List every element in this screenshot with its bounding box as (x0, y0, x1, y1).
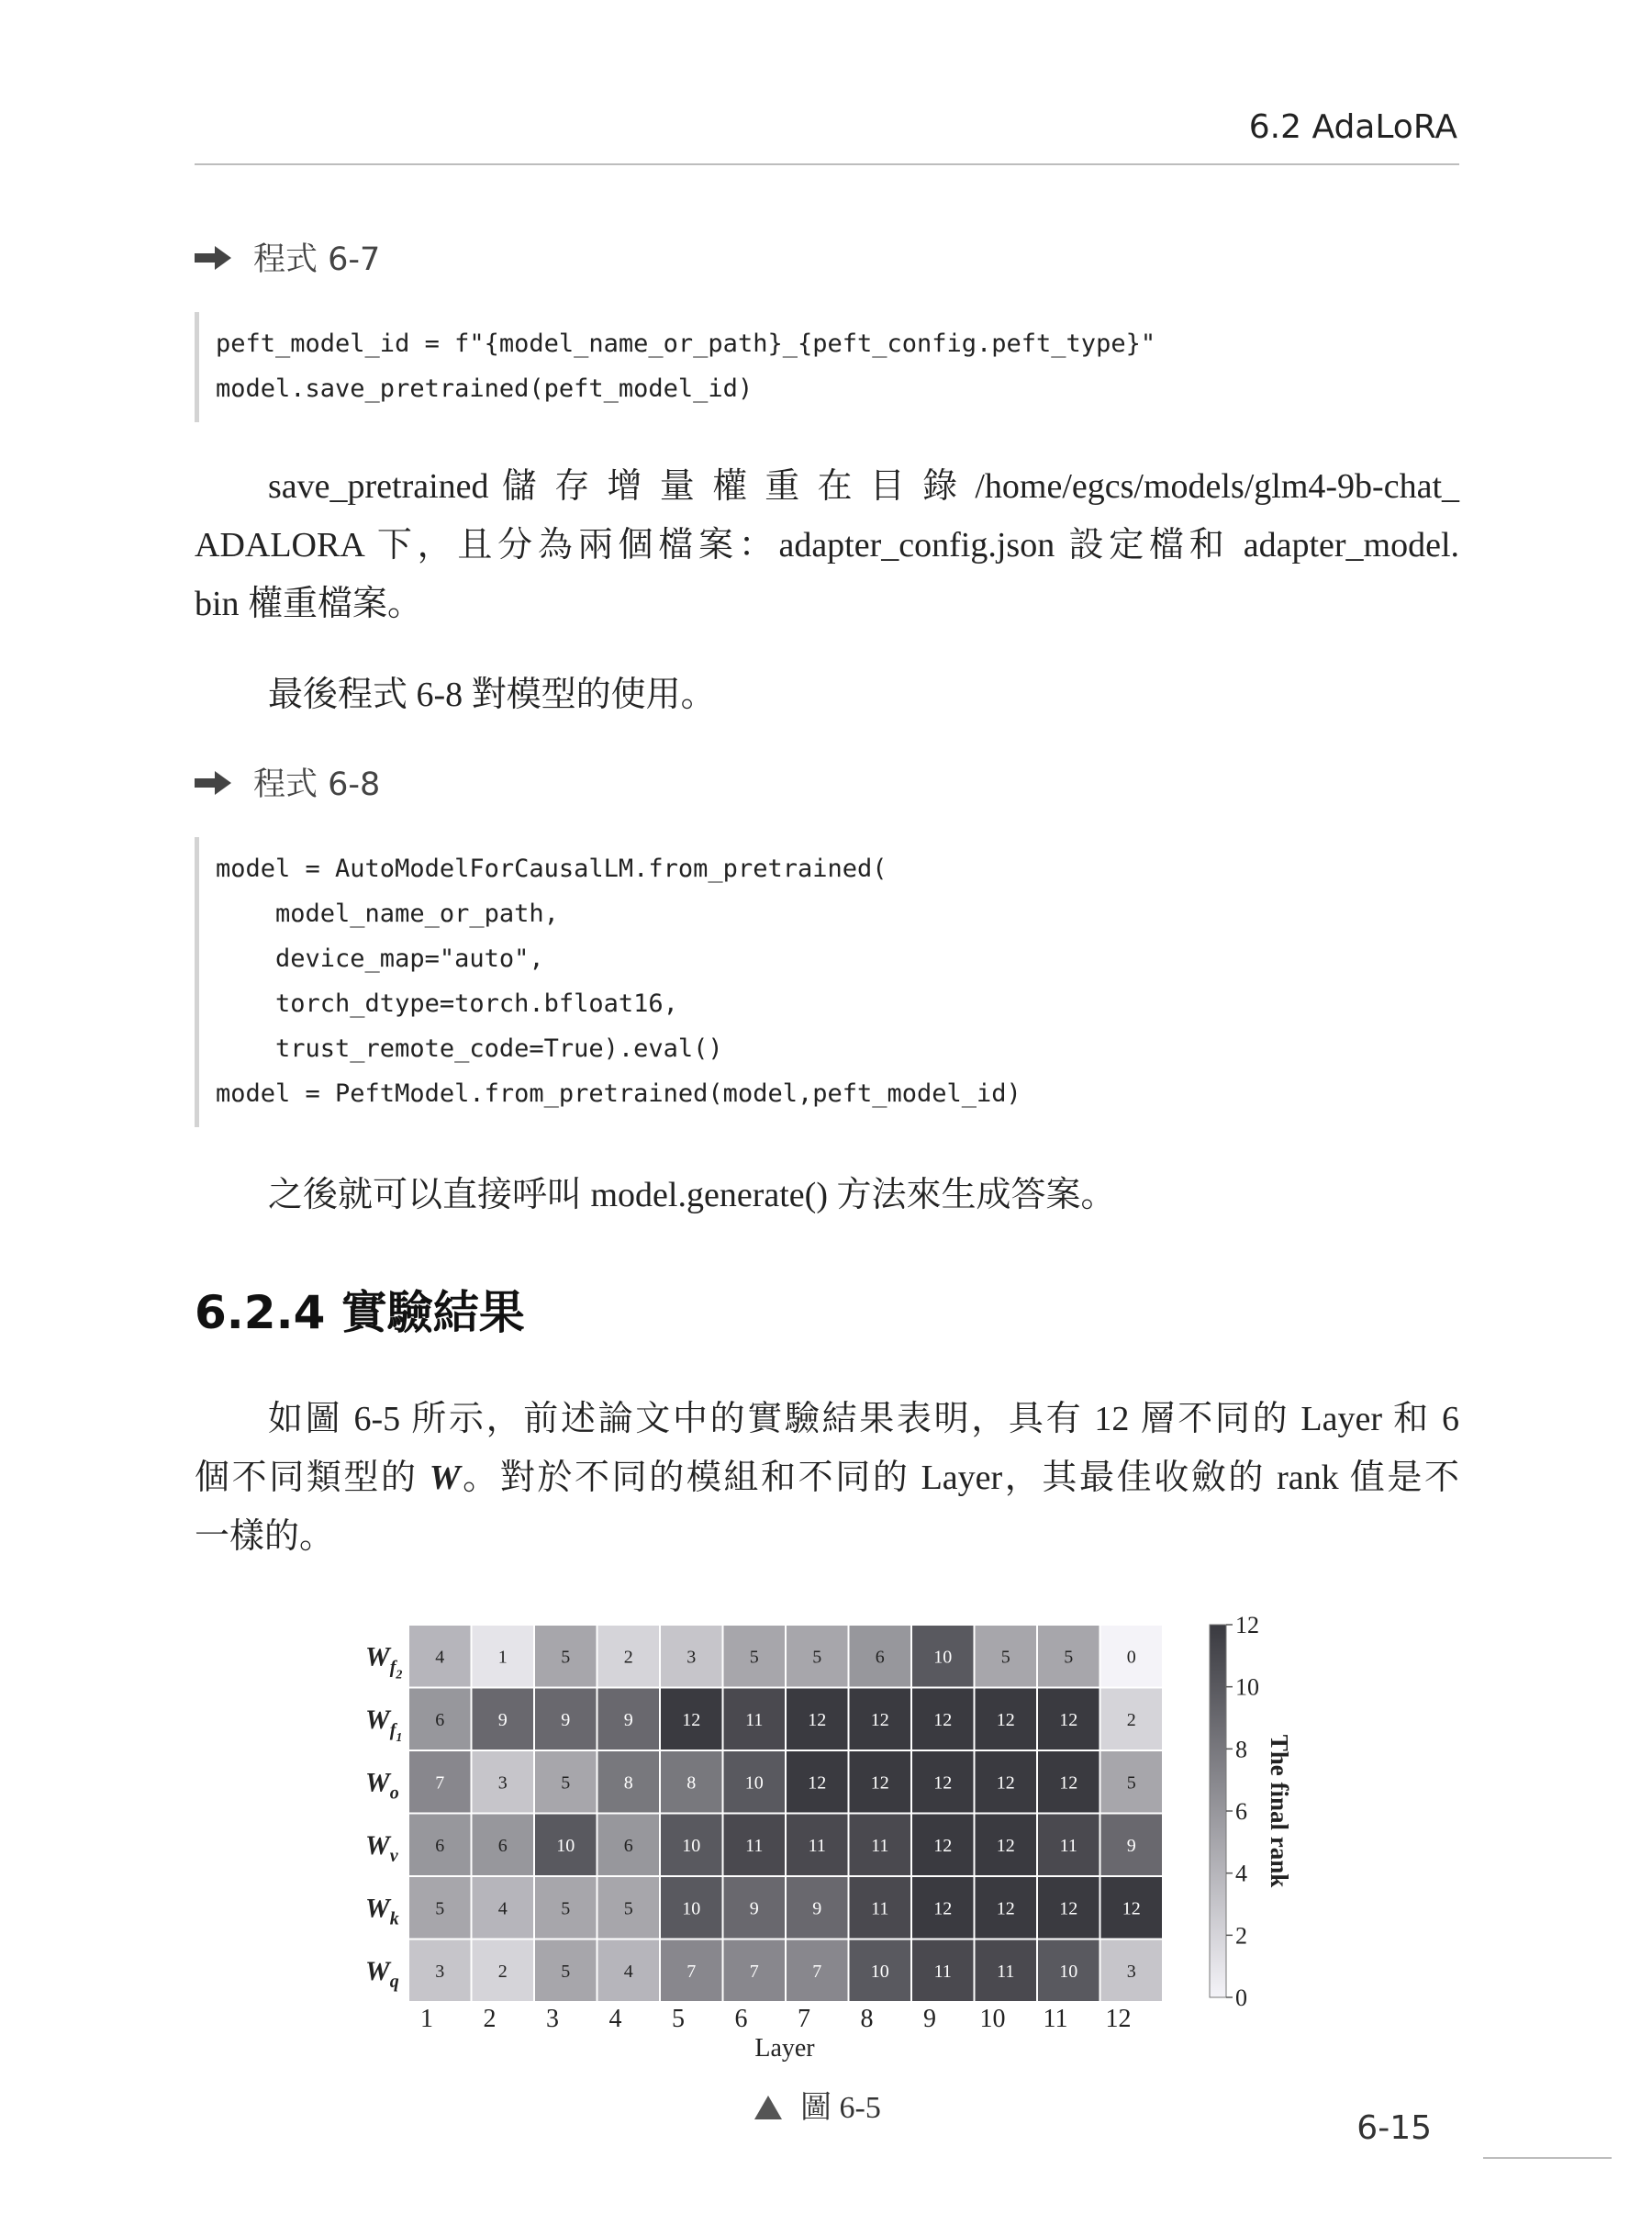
cell-value-label: 1 (497, 1647, 508, 1668)
cell-value-label: 12 (933, 1898, 953, 1919)
cell-value-label: 12 (996, 1772, 1015, 1794)
cell-value-label: 9 (812, 1898, 822, 1919)
code-line: device_map="auto", (216, 945, 544, 973)
column-tick-label: 2 (483, 2005, 497, 2033)
colorbar-tick-label: 0 (1235, 1984, 1247, 2011)
column-tick-label: 10 (979, 2005, 1006, 2033)
cell-value-label: 3 (497, 1772, 508, 1794)
cell-value-label: 6 (435, 1835, 445, 1856)
paragraph-line (195, 1448, 1459, 1507)
cell-value-label: 5 (435, 1898, 445, 1919)
code-line: model = AutoModelForCausalLM.from_pretrained( (216, 855, 887, 883)
cell-value-label: 2 (1126, 1709, 1136, 1730)
cell-value-label: 4 (623, 1961, 633, 1982)
cell-value-label: 7 (749, 1961, 759, 1982)
math-symbol-w: W (429, 1459, 461, 1497)
cell-value-label: 5 (1064, 1647, 1074, 1668)
colorbar-tick-label: 6 (1235, 1798, 1247, 1825)
column-tick-label: 9 (923, 2005, 936, 2033)
column-tick-label: 1 (420, 2005, 433, 2033)
cell-value-label: 7 (435, 1772, 445, 1794)
cell-value-label: 7 (812, 1961, 822, 1982)
cell-value-label: 4 (497, 1898, 508, 1919)
cell-value-label: 12 (933, 1835, 953, 1856)
cell-value-label: 9 (561, 1709, 571, 1730)
paragraph-line: save_pretrained 儲 存 增 量 權 重 在 目 錄 /home/egcs/models/glm4-9b-chat_ (268, 467, 1459, 506)
colorbar-tick-label: 12 (1235, 1612, 1259, 1638)
cell-value-label: 12 (933, 1772, 953, 1794)
cell-value-label: 11 (933, 1961, 952, 1982)
colorbar-tick-label: 10 (1235, 1673, 1259, 1701)
cell-value-label: 12 (870, 1709, 889, 1730)
colorbar-tick-label: 8 (1235, 1736, 1247, 1763)
cell-value-label: 12 (808, 1772, 827, 1794)
cell-value-label: 6 (875, 1647, 885, 1668)
cell-value-label: 9 (497, 1709, 508, 1730)
row-label: $W_k$ (365, 1893, 399, 1929)
cell-value-label: 11 (871, 1898, 889, 1919)
cell-value-label: 5 (749, 1647, 759, 1668)
cell-value-label: 6 (623, 1835, 633, 1856)
paragraph-generate (195, 1166, 1459, 1224)
cell-value-label: 8 (686, 1772, 697, 1794)
colorbar-ticks (1226, 1612, 1259, 2011)
heatmap-cells (408, 1625, 1163, 2002)
paragraph-save-pretrained (195, 457, 1459, 633)
column-tick-label: 4 (608, 2005, 622, 2033)
cell-value-label: 5 (561, 1961, 571, 1982)
row-label: $W_{f2}$ (365, 1641, 403, 1683)
cell-value-label: 4 (435, 1647, 445, 1668)
triangle-up-icon (754, 2096, 782, 2119)
cell-value-label: 12 (996, 1709, 1015, 1730)
row-label: $W_{f1}$ (365, 1704, 403, 1745)
colorbar-tick-label: 4 (1235, 1860, 1247, 1887)
text-fragment: 個不同類型的 (195, 1459, 430, 1497)
cell-value-label: 6 (435, 1709, 445, 1730)
column-tick-label: 8 (860, 2005, 874, 2033)
cell-value-label: 2 (623, 1647, 633, 1668)
cell-value-label: 10 (870, 1961, 889, 1982)
cell-value-label: 12 (996, 1898, 1015, 1919)
cell-value-label: 12 (870, 1772, 889, 1794)
row-label: $W_o$ (365, 1767, 399, 1804)
paragraph-line: ADALORA 下，且分為兩個檔案：adapter_config.json 設定檔和 adapter_model. (195, 526, 1459, 565)
cell-value-label: 10 (933, 1647, 953, 1668)
cell-value-label: 12 (682, 1709, 701, 1730)
cell-value-label: 5 (561, 1898, 571, 1919)
cell-value-label: 7 (686, 1961, 697, 1982)
listing-label-6-8 (195, 762, 380, 808)
cell-value-label: 5 (623, 1898, 633, 1919)
paragraph-line: 之後就可以直接呼叫 model.generate() 方法來生成答案。 (268, 1176, 1116, 1214)
listing-label-text: 程式 6-8 (253, 766, 381, 803)
cell-value-label: 2 (497, 1961, 508, 1982)
code-line: model = PeftModel.from_pretrained(model,peft_model_id) (216, 1079, 1021, 1108)
running-header: 6.2 AdaLoRA (1248, 108, 1457, 146)
cell-value-label: 0 (1126, 1647, 1136, 1668)
paragraph-experiment (195, 1390, 1459, 1566)
colorbar-tick-label: 2 (1235, 1922, 1247, 1950)
cell-value-label: 5 (561, 1647, 571, 1668)
cell-value-label: 12 (1059, 1709, 1078, 1730)
listing-label-text: 程式 6-7 (253, 241, 381, 278)
caption-text: 圖 6-5 (800, 2091, 881, 2125)
section-heading: 6.2.4 實驗結果 (195, 1286, 525, 1339)
cell-value-label: 12 (996, 1835, 1015, 1856)
cell-value-label: 3 (435, 1961, 445, 1982)
cell-value-label: 8 (623, 1772, 633, 1794)
code-block-6-7 (195, 312, 1459, 422)
row-label: $W_v$ (365, 1829, 398, 1866)
row-label: $W_q$ (365, 1955, 399, 1992)
header-divider (195, 163, 1459, 165)
cell-value-label: 12 (933, 1709, 953, 1730)
cell-value-label: 5 (561, 1772, 571, 1794)
x-axis-label: Layer (754, 2034, 815, 2063)
cell-value-label: 10 (682, 1898, 701, 1919)
cell-value-label: 11 (997, 1961, 1015, 1982)
arrow-right-icon (195, 244, 233, 272)
colorbar-label: The final rank (1266, 1734, 1293, 1888)
code-block-6-8 (195, 837, 1459, 1127)
column-tick-label: 5 (672, 2005, 685, 2033)
cell-value-label: 9 (623, 1709, 633, 1730)
column-tick-label: 12 (1105, 2005, 1132, 2033)
cell-value-label: 5 (812, 1647, 822, 1668)
heatmap-row-labels (365, 1641, 402, 1992)
cell-value-label: 9 (1126, 1835, 1136, 1856)
paragraph-line: 一樣的。 (195, 1517, 335, 1556)
listing-label-6-7 (195, 237, 380, 283)
cell-value-label: 5 (1126, 1772, 1136, 1794)
footer-divider (1483, 2157, 1612, 2159)
code-line: peft_model_id = f"{model_name_or_path}_{peft_config.peft_type}" (216, 330, 1156, 358)
cell-value-label: 12 (1059, 1772, 1078, 1794)
code-line: torch_dtype=torch.bfloat16, (216, 989, 678, 1018)
column-tick-label: 6 (734, 2005, 748, 2033)
cell-value-label: 6 (497, 1835, 508, 1856)
arrow-right-icon (195, 769, 233, 797)
paragraph-line: 如圖 6-5 所示，前述論文中的實驗結果表明，具有 12 層不同的 Layer 和 6 (268, 1400, 1459, 1438)
column-tick-label: 3 (546, 2005, 559, 2033)
column-tick-label: 11 (1043, 2005, 1068, 2033)
colorbar (1210, 1625, 1226, 1997)
cell-value-label: 11 (1059, 1835, 1077, 1856)
column-tick-label: 7 (798, 2005, 810, 2033)
text-fragment: 。對於不同的模組和不同的 Layer，其最佳收斂的 rank 值是不 (460, 1459, 1459, 1497)
cell-value-label: 11 (745, 1835, 764, 1856)
cell-value-label: 10 (1059, 1961, 1078, 1982)
code-line: model.save_pretrained(peft_model_id) (216, 375, 753, 403)
cell-value-label: 5 (1000, 1647, 1010, 1668)
figure-caption (754, 2082, 881, 2127)
cell-value-label: 12 (1059, 1898, 1078, 1919)
cell-value-label: 12 (808, 1709, 827, 1730)
cell-value-label: 11 (745, 1709, 764, 1730)
cell-value-label: 10 (556, 1835, 575, 1856)
cell-value-label: 12 (1122, 1898, 1141, 1919)
code-line: trust_remote_code=True).eval() (216, 1034, 723, 1063)
paragraph-listing-intro (195, 665, 1459, 724)
cell-value-label: 9 (749, 1898, 759, 1919)
rank-heatmap-figure (330, 1597, 1303, 2074)
cell-value-label: 10 (682, 1835, 701, 1856)
cell-value-label: 11 (808, 1835, 826, 1856)
page-number: 6-15 (1356, 2109, 1432, 2147)
code-line: model_name_or_path, (216, 900, 559, 928)
cell-value-label: 11 (871, 1835, 889, 1856)
cell-value-label: 3 (686, 1647, 697, 1668)
cell-value-label: 3 (1126, 1961, 1136, 1982)
cell-value-label: 10 (744, 1772, 764, 1794)
heatmap-column-labels (420, 2005, 1132, 2033)
paragraph-line: bin 權重檔案。 (195, 585, 423, 623)
paragraph-line: 最後程式 6-8 對模型的使用。 (268, 676, 716, 714)
